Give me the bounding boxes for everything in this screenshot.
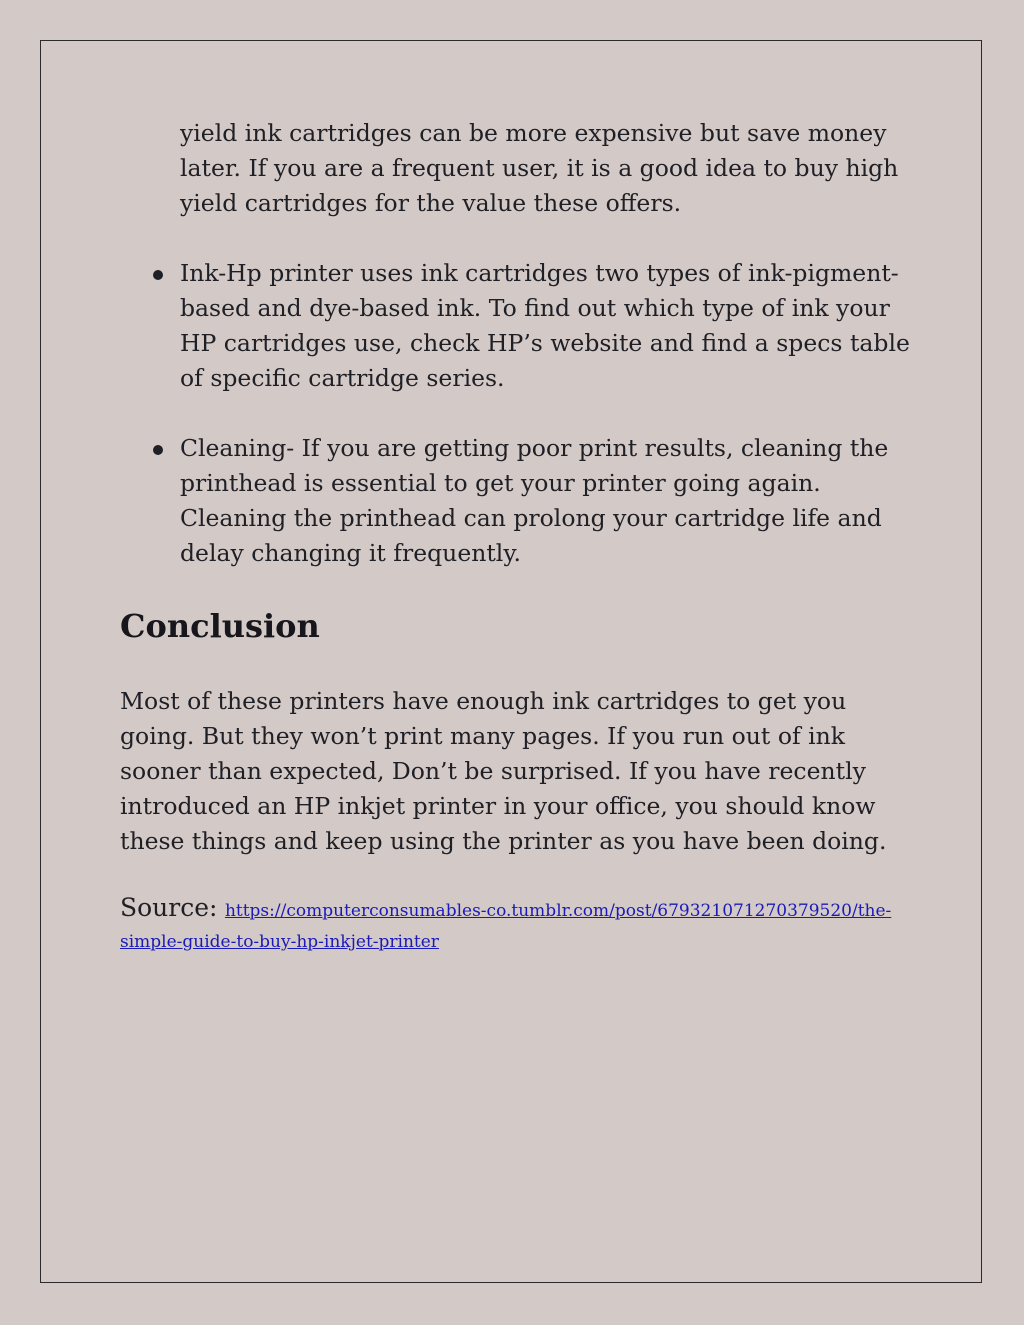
continued-paragraph: yield ink cartridges can be more expensive but save money later. If you are a frequent user, it is a good idea to buy high yield cartridges for the value these offers. xyxy=(180,119,899,217)
list-item-text: Cleaning- If you are getting poor print results, cleaning the printhead is essential to get your printer going again. Cleaning the printhead can prolong your cartridge life and delay changing it frequently. xyxy=(180,434,889,567)
list-item xyxy=(120,431,910,571)
list-item-text: Ink-Hp printer uses ink cartridges two types of ink-pigment-based and dye-based ink. To find out which type of ink your HP cartridges use, check HP’s website and find a specs table of specific cartridge series. xyxy=(180,259,910,392)
source-line xyxy=(120,894,920,956)
bullet-dot-icon xyxy=(153,445,163,455)
document-body xyxy=(120,116,920,956)
source-label: Source: xyxy=(120,893,218,922)
list-item xyxy=(120,256,910,396)
bullet-list xyxy=(120,256,920,571)
bullet-dot-icon xyxy=(153,270,163,280)
source-link[interactable]: https://computerconsumables-co.tumblr.com/post/679321071270379520/the-simple-guide-to-buy-hp-inkjet-printer xyxy=(120,901,892,952)
conclusion-heading: Conclusion xyxy=(120,607,320,645)
conclusion-paragraph: Most of these printers have enough ink cartridges to get you going. But they won’t print many pages. If you run out of ink sooner than expected, Don’t be surprised. If you have recently introduced an HP inkjet printer in your office, you should know these things and keep using the printer as you have been doing. xyxy=(120,687,887,855)
